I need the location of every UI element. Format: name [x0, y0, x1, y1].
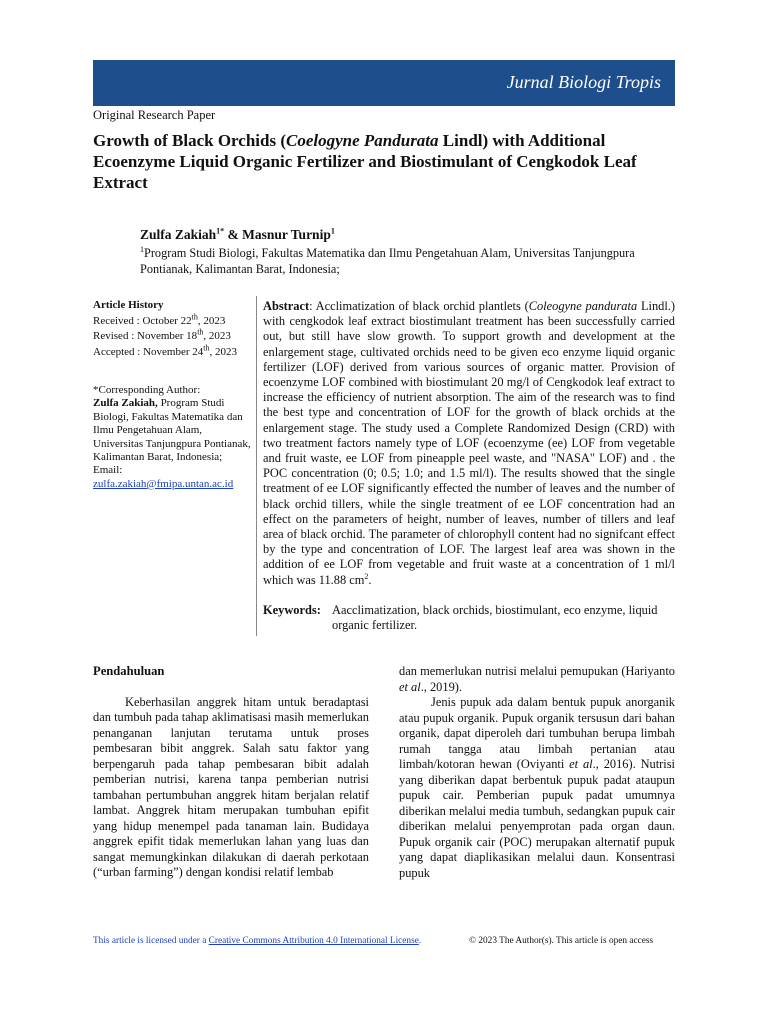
body-left-column: [93, 664, 369, 881]
authors: Zulfa Zakiah$^{1*}$ & Masnur Turnip$^1$: [140, 226, 335, 242]
paragraph: Keberhasilan anggrek hitam untuk beradaptasi dan tumbuh pada tahap aklimatisasi masih memerlukan penanganan lanjutan terutama untuk proses pembesaran bibit anggrek. Salah satu faktor yang berpengaruh pada tahap pembesaran bibit adalah pemberian nutrisi, karena tanpa pemberian nutrisi tambahan pertumbuhan anggrek hitam berjalan relatif lambat. Anggrek hitam merupakan tumbuhan epifit yang hidup menempel pada tanaman lain. Budidaya anggrek epifit tidak memerlukan lahan yang luas dan sangat memungkinkan dilakukan di daerah perkotaan (“urban farming”) dengan kondisi relatif lembab: [93, 694, 369, 879]
email-label: Email:: [93, 464, 123, 477]
keywords: [263, 603, 675, 633]
paragraph: dan memerlukan nutrisi melalui pemupukan (Hariyanto et al., 2019).: [399, 664, 675, 694]
license-link[interactable]: Creative Commons Attribution 4.0 International License: [208, 936, 419, 946]
corresponding-name: Zulfa Zakiah,: [93, 397, 158, 410]
section-heading: Pendahuluan: [93, 664, 165, 678]
author-2: Masnur Turnip: [242, 227, 331, 242]
affiliation: $^1$Program Studi Biologi, Fakultas Matematika dan Ilmu Pengetahuan Alam, Universitas Tanjungpura Pontianak, Kalimantan Barat, Indonesia;: [140, 244, 635, 276]
author-1: Zulfa Zakiah: [140, 227, 217, 242]
paper-title: Growth of Black Orchids (Coelogyne Pandurata Lindl) with Additional Ecoenzyme Liquid Organic Fertilizer and Biostimulant of Cengkodok Leaf Extract: [93, 131, 637, 192]
paper-type: Original Research Paper: [93, 108, 216, 122]
copyright: © 2023 The Author(s). This article is open access: [469, 936, 654, 946]
revised-date: Revised : November 18th, 2023: [93, 327, 231, 342]
received-date: Received : October 22th, 2023: [93, 311, 226, 327]
column-divider: [256, 296, 257, 636]
corresponding-author: *Corresponding Author: Zulfa Zakiah, Program Studi Biologi, Fakultas Matematika dan Ilmu Pengetahuan Alam, Universitas Tanjungpura Pontianak, Kalimantan Barat, Indonesia; Email: zulfa.zakiah@fmipa.untan.ac.id: [93, 384, 253, 491]
license-notice: This article is licensed under a Creative Commons Attribution 4.0 International License.: [93, 936, 422, 946]
email-link[interactable]: zulfa.zakiah@fmipa.untan.ac.id: [93, 477, 234, 490]
keywords-label: Keywords:: [263, 603, 321, 617]
article-history: [93, 298, 253, 360]
keywords-text: Aacclimatization, black orchids, biostimulant, eco enzyme, liquid organic fertilizer.: [332, 603, 658, 633]
paragraph: Jenis pupuk ada dalam bentuk pupuk anorganik atau pupuk organik. Pupuk organik tersusun dari bahan organik, dapat diperoleh dari tumbuhan berupa limbah rumah tangga atau limbah pertanian atau limbah/kotoran hewan (Oviyanti et al., 2016). Nutrisi yang diberikan dapat berbentuk pupuk padat ataupun pupuk cair. Pemberian pupuk padat umumnya diberikan melalui media tumbuh, sedangkan pupuk cair diberikan melalui penyemprotan pada organ daun. Pupuk organik cair (POC) merupakan alternatif pupuk yang dapat diaplikasikan melalui daun. Konsentrasi pupuk: [399, 695, 675, 880]
body-right-column: [399, 664, 675, 881]
journal-banner: [93, 60, 675, 106]
journal-name: Jurnal Biologi Tropis: [506, 72, 661, 92]
history-label: Article History: [93, 299, 164, 311]
accepted-date: Accepted : November 24th, 2023: [93, 342, 237, 358]
abstract: Abstract: Acclimatization of black orchid plantlets (Coleogyne pandurata Lindl.) with cengkodok leaf extract biostimulant treatment has been successfully carried out, but still have slow growth. To support growth and development at the enlargement stage, cultivated orchids need to be given eco enzyme liquid organic fertilizer (LOF) derived from various sources of organic matter. Provision of ecoenzyme LOF combined with biostimulant 20 mg/l of Cengkodok leaf extract to increase the efficiency of nutrient absorption. The aim of the research was to find the best type and concentration of LOF for the growth of black orchids at the enlargement stage. The study used a Complete Randomized Design (CRD) with two treatment factors namely type of LOF (ecoenzyme (ee) LOF from vegetable and fruit waste, ee LOF from pineapple peel waste, and "NASA" LOF) and . the POC concentration (0; 0.5; 1.0; and 1.5 ml/l). The results showed that the single treatment of ee LOF significantly effected the number of leaves and the number of black orchid tillers, while the single treatment of ee LOF concentration had an effect on the parameters of height, number of leaves, number of tillers and leaf area of black orchid. The parameter of chlorophyll content had no signifcant effect by the type and concentration of LOF. The largest leaf area was shown in the addition of ee LOF from vegetable and fruit waste at a concentration of 1 ml/l which was 11.88 $cm^2$.: [263, 299, 676, 587]
corresponding-label: *Corresponding Author:: [93, 384, 201, 396]
